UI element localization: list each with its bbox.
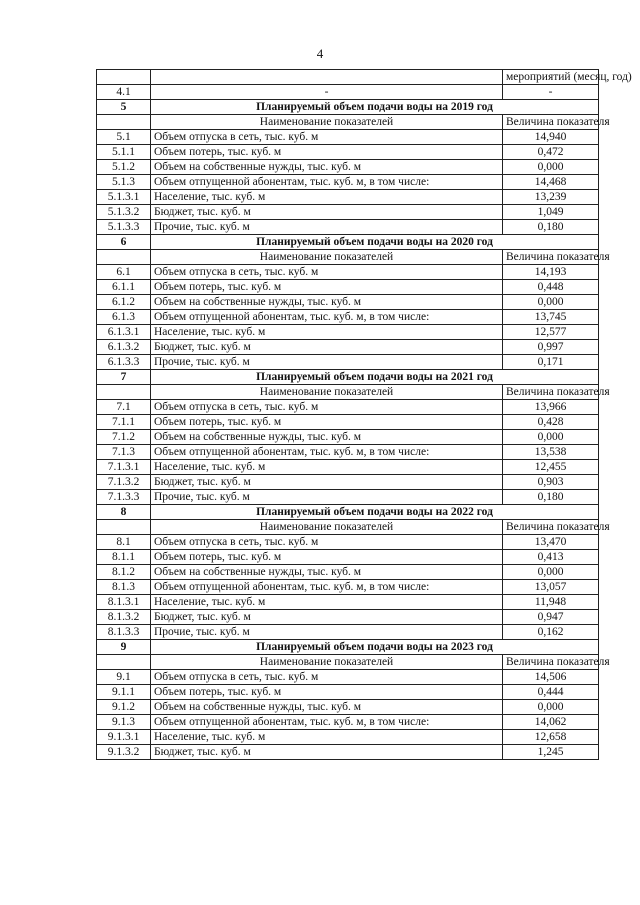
continuation-num-cell [97,70,151,85]
row-number: 8.1.1 [97,550,151,565]
row-value: 0,947 [503,610,599,625]
row-indicator-name: Бюджет, тыс. куб. м [151,610,503,625]
row-indicator-name: Прочие, тыс. куб. м [151,490,503,505]
row-indicator-name: Объем на собственные нужды, тыс. куб. м [151,565,503,580]
row-value: 0,000 [503,160,599,175]
row-value: 14,062 [503,715,599,730]
row-indicator-name: Объем отпущенной абонентам, тыс. куб. м, в том числе: [151,175,503,190]
table-row [97,130,599,145]
row-number: 9.1.1 [97,685,151,700]
table-row [97,730,599,745]
row-number: 6.1.3.1 [97,325,151,340]
row-value: 12,658 [503,730,599,745]
row-number: 9.1.3 [97,715,151,730]
table-row [97,325,599,340]
row-number: 8.1.2 [97,565,151,580]
row-indicator-name: Население, тыс. куб. м [151,730,503,745]
row-indicator-name: Объем отпущенной абонентам, тыс. куб. м, в том числе: [151,715,503,730]
section-title-row [97,370,599,385]
row-number: 7.1.3.1 [97,460,151,475]
row-value: 1,245 [503,745,599,760]
column-header-value: Величина показателя [503,655,599,670]
column-header-name: Наименование показателей [151,520,503,535]
row-value: 14,940 [503,130,599,145]
row-indicator-name: Объем отпущенной абонентам, тыс. куб. м, в том числе: [151,445,503,460]
table-row [97,415,599,430]
row-value: 13,538 [503,445,599,460]
row-indicator-name: Объем отпуска в сеть, тыс. куб. м [151,400,503,415]
row-number: 9.1.2 [97,700,151,715]
row-number: 8.1.3.1 [97,595,151,610]
row-value: 0,180 [503,490,599,505]
row-value: 0,903 [503,475,599,490]
table-row [97,670,599,685]
column-header-value: Величина показателя [503,115,599,130]
row-indicator-name: Прочие, тыс. куб. м [151,625,503,640]
row-value: 13,745 [503,310,599,325]
row-indicator-name: Объем отпущенной абонентам, тыс. куб. м, в том числе: [151,310,503,325]
section-column-header-row [97,115,599,130]
row-value: 12,577 [503,325,599,340]
section-title: Планируемый объем подачи воды на 2019 год [151,100,599,115]
row-number: 7.1.2 [97,430,151,445]
row-number: 7.1.3.2 [97,475,151,490]
row-value: 0,000 [503,295,599,310]
row-number: 6.1.2 [97,295,151,310]
table-body [97,70,632,760]
row-indicator-name: Объем отпуска в сеть, тыс. куб. м [151,265,503,280]
row-value: 0,000 [503,430,599,445]
column-header-value: Величина показателя [503,385,599,400]
table-row [97,190,599,205]
row-value: 1,049 [503,205,599,220]
section-title: Планируемый объем подачи воды на 2020 год [151,235,599,250]
continuation-name-cell [151,70,503,85]
table-row [97,310,599,325]
table-row [97,400,599,415]
table-row [97,700,599,715]
column-header-name: Наименование показателей [151,115,503,130]
row-number: 8.1.3.2 [97,610,151,625]
row-number: 5.1.3.2 [97,205,151,220]
row-value: 0,413 [503,550,599,565]
row-number: 4.1 [97,85,151,100]
section-title: Планируемый объем подачи воды на 2023 год [151,640,599,655]
header-num-cell [97,250,151,265]
section-number: 9 [97,640,151,655]
section-title: Планируемый объем подачи воды на 2021 год [151,370,599,385]
row-number: 9.1 [97,670,151,685]
row-number: 6.1.1 [97,280,151,295]
row-value: 12,455 [503,460,599,475]
row-value: 0,428 [503,415,599,430]
row-value: 13,057 [503,580,599,595]
table-row [97,490,599,505]
column-header-value: Величина показателя [503,250,599,265]
table-row [97,355,599,370]
section-title: Планируемый объем подачи воды на 2022 год [151,505,599,520]
row-number: 5.1.1 [97,145,151,160]
row-indicator-name: Население, тыс. куб. м [151,595,503,610]
table-row [97,265,599,280]
row-value: 0,472 [503,145,599,160]
table-row [97,460,599,475]
row-number: 9.1.3.1 [97,730,151,745]
row-indicator-name: Прочие, тыс. куб. м [151,220,503,235]
section-title-row [97,505,599,520]
row-number: 8.1.3.3 [97,625,151,640]
table-row [97,145,599,160]
row-number: 7.1.1 [97,415,151,430]
row-number: 6.1.3 [97,310,151,325]
row-value: 13,470 [503,535,599,550]
row-indicator-name: Население, тыс. куб. м [151,460,503,475]
row-indicator-name: - [151,85,503,100]
table-row [97,610,599,625]
table-row [97,445,599,460]
table-row [97,580,599,595]
row-indicator-name: Бюджет, тыс. куб. м [151,745,503,760]
row-number: 5.1.3.1 [97,190,151,205]
row-indicator-name: Население, тыс. куб. м [151,325,503,340]
continuation-header-row [97,70,599,85]
table-row [97,625,599,640]
table-row [97,175,599,190]
row-value: 13,239 [503,190,599,205]
row-number: 5.1.2 [97,160,151,175]
header-num-cell [97,385,151,400]
column-header-name: Наименование показателей [151,385,503,400]
section-column-header-row [97,520,599,535]
table-row [97,430,599,445]
continuation-value-header: мероприятий (месяц, год) [503,70,599,85]
row-value: 0,171 [503,355,599,370]
table-row [97,745,599,760]
header-num-cell [97,520,151,535]
row-indicator-name: Объем потерь, тыс. куб. м [151,145,503,160]
row-number: 7.1 [97,400,151,415]
row-indicator-name: Объем на собственные нужды, тыс. куб. м [151,160,503,175]
table-row [97,280,599,295]
row-number: 6.1.3.3 [97,355,151,370]
row-value: 11,948 [503,595,599,610]
row-indicator-name: Прочие, тыс. куб. м [151,355,503,370]
table-row [97,535,599,550]
row-indicator-name: Объем отпущенной абонентам, тыс. куб. м, в том числе: [151,580,503,595]
table-row [97,205,599,220]
row-number: 8.1 [97,535,151,550]
row-value: 0,162 [503,625,599,640]
header-num-cell [97,115,151,130]
row-number: 6.1 [97,265,151,280]
row-value: 0,000 [503,700,599,715]
row-indicator-name: Объем отпуска в сеть, тыс. куб. м [151,670,503,685]
row-number: 6.1.3.2 [97,340,151,355]
table-row [97,295,599,310]
row-indicator-name: Объем отпуска в сеть, тыс. куб. м [151,535,503,550]
table-row [97,340,599,355]
row-indicator-name: Объем на собственные нужды, тыс. куб. м [151,700,503,715]
section-number: 6 [97,235,151,250]
table-row [97,85,599,100]
row-number: 5.1 [97,130,151,145]
column-header-name: Наименование показателей [151,655,503,670]
row-indicator-name: Объем потерь, тыс. куб. м [151,415,503,430]
table-row [97,595,599,610]
row-number: 5.1.3.3 [97,220,151,235]
row-indicator-name: Объем потерь, тыс. куб. м [151,280,503,295]
row-value: 14,468 [503,175,599,190]
section-number: 7 [97,370,151,385]
header-num-cell [97,655,151,670]
table-row [97,550,599,565]
section-title-row [97,100,599,115]
water-supply-table [96,69,632,760]
row-value: 14,193 [503,265,599,280]
row-value: 0,444 [503,685,599,700]
row-value: 0,000 [503,565,599,580]
section-column-header-row [97,385,599,400]
column-header-value: Величина показателя [503,520,599,535]
table-row [97,220,599,235]
table-row [97,565,599,580]
section-column-header-row [97,655,599,670]
row-indicator-name: Объем на собственные нужды, тыс. куб. м [151,295,503,310]
row-number: 8.1.3 [97,580,151,595]
row-indicator-name: Объем потерь, тыс. куб. м [151,550,503,565]
column-header-name: Наименование показателей [151,250,503,265]
row-indicator-name: Объем потерь, тыс. куб. м [151,685,503,700]
row-indicator-name: Объем на собственные нужды, тыс. куб. м [151,430,503,445]
row-number: 5.1.3 [97,175,151,190]
row-number: 7.1.3.3 [97,490,151,505]
row-indicator-name: Бюджет, тыс. куб. м [151,205,503,220]
row-number: 7.1.3 [97,445,151,460]
row-indicator-name: Бюджет, тыс. куб. м [151,475,503,490]
table-row [97,160,599,175]
table-row [97,715,599,730]
row-indicator-name: Бюджет, тыс. куб. м [151,340,503,355]
table-row [97,475,599,490]
row-value: 0,180 [503,220,599,235]
row-value: - [503,85,599,100]
row-value: 14,506 [503,670,599,685]
row-indicator-name: Население, тыс. куб. м [151,190,503,205]
section-number: 5 [97,100,151,115]
section-title-row [97,640,599,655]
page-number: 4 [316,46,324,61]
section-column-header-row [97,250,599,265]
section-number: 8 [97,505,151,520]
row-indicator-name: Объем отпуска в сеть, тыс. куб. м [151,130,503,145]
table-row [97,685,599,700]
row-number: 9.1.3.2 [97,745,151,760]
row-value: 0,997 [503,340,599,355]
row-value: 13,966 [503,400,599,415]
section-title-row [97,235,599,250]
row-value: 0,448 [503,280,599,295]
